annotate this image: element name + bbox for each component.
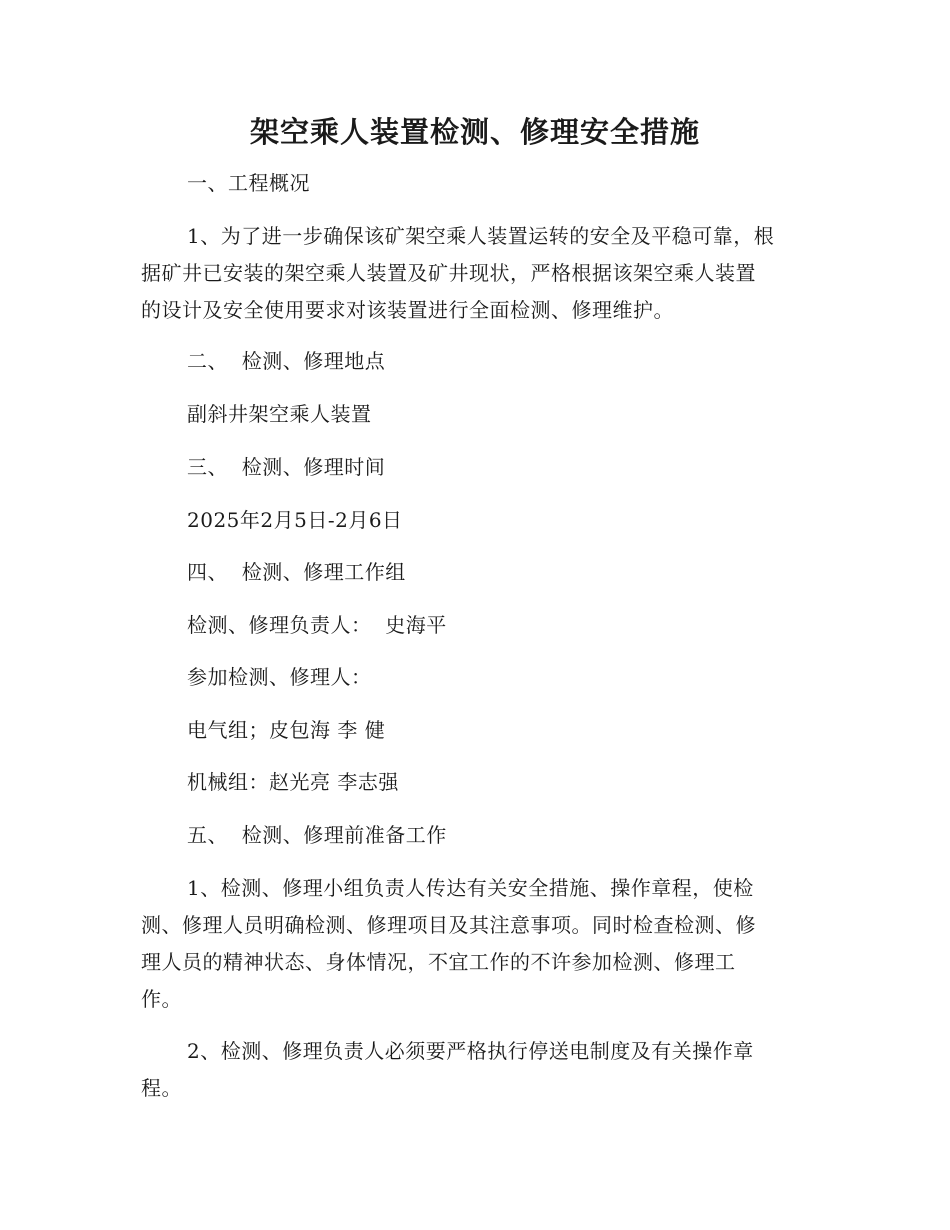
paragraph-line: 程。 — [141, 1076, 182, 1100]
workgroup-electric: 电气组；皮包海 李 健 — [187, 718, 386, 742]
section-heading-preparation: 五、 检测、修理前准备工作 — [187, 823, 447, 847]
paragraph-line: 理人员的精神状态、身体情况，不宜工作的不许参加检测、修理工 — [141, 950, 736, 974]
workgroup-mechanic: 机械组：赵光亮 李志强 — [187, 770, 399, 794]
location-text: 副斜井架空乘人装置 — [187, 402, 372, 426]
workgroup-lead: 检测、修理负责人： 史海平 — [187, 613, 447, 637]
section-heading-time: 三、 检测、修理时间 — [187, 455, 386, 479]
document-title: 架空乘人装置检测、修理安全措施 — [249, 115, 700, 149]
paragraph-line: 1、为了进一步确保该矿架空乘人装置运转的安全及平稳可靠，根 — [187, 224, 775, 248]
paragraph-line: 据矿井已安装的架空乘人装置及矿井现状，严格根据该架空乘人装置 — [141, 261, 756, 285]
paragraph-line: 作。 — [141, 987, 182, 1011]
section-heading-overview: 一、工程概况 — [187, 171, 310, 195]
time-text: 2025年2月5日-2月6日 — [187, 508, 403, 532]
section-heading-location: 二、 检测、修理地点 — [187, 349, 386, 373]
section-heading-workgroup: 四、 检测、修理工作组 — [187, 560, 406, 584]
paragraph-line: 的设计及安全使用要求对该装置进行全面检测、修理维护。 — [141, 298, 674, 322]
workgroup-members-label: 参加检测、修理人： — [187, 665, 372, 689]
paragraph-line: 1、检测、修理小组负责人传达有关安全措施、操作章程，使检 — [187, 876, 754, 900]
paragraph-line: 2、检测、修理负责人必须要严格执行停送电制度及有关操作章 — [187, 1039, 754, 1063]
paragraph-line: 测、修理人员明确检测、修理项目及其注意事项。同时检查检测、修 — [141, 913, 756, 937]
